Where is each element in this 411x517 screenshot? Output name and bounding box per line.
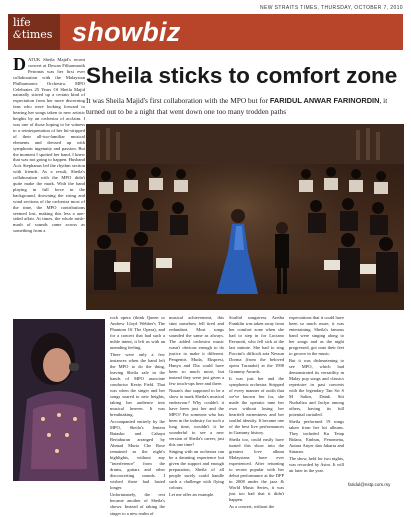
concert-photo [86,124,404,310]
orchestra-illustration [86,124,404,310]
paragraph: There were only a few instances when the band left the MPO to do the thing, leaving Sheila safe in the hands of MPO associate conductor Kevin Field. That was when the singer and her songs soared to new heights, taking her audience into musical heaven. It was breathtaking. [110,352,165,418]
paragraph: As a concert, without the [229,504,275,510]
paragraph: musical achievement, this stint somehow fell tired and redundant. Most songs sounded the same as always. The added orchestra music wasn't obvious enough to do justice to make it different. Pengemis Muda, Ekspresi, Hanya and Dia could have been so much more, but instead they were just given a few touch-ups here and there. [169,315,224,387]
paragraph: Singing with an orchestra can be a daunting experience but given the support and enough preparation, Sheila of all people surely could handle such a challenge with flying colours. [169,449,224,491]
author-email: faridul@nstp.com.my [348,482,391,487]
article-column-2 [169,315,224,498]
paragraph: The show, held for two nights, was recorded by Astro. It will air later in the year. [289,456,344,474]
standfirst-post: , it turned out to be a night that went down one too many trodden paths [86,96,388,116]
masthead-date: NEW STRAITS TIMES, THURSDAY, OCTOBER 7, 2010 [259,5,403,11]
paragraph: expectations that it could have been so much more, it was entertaining. Sheila's famous band were singing along to her songs and as the night progressed, got onto their feet to groove in the music. [289,315,344,357]
section-logo [8,14,60,50]
intro-text: ATUK Sheila Majid's recent concert at Dewan Filharmonik Petronas was her first ever collaboration with the Malaysian Philharmonic Orchestra. MPO Celebrates 25 Years Of Sheila Majid naturally stirred up a certain kind of expectation from her more discerning fans who were looking forward to hearing her songs taken to new artistic heights by an orchestra of acclaim. I was one of those hoping to be witness to a reinterpretation of her hit-stripped of their all-too-familiar musical elements and dressed up with symphonic ingenuity and passion. But the moment I spotted her band, I knew that was not going to happen. Husband Acis Stephanus led the rhythm section with friends. As a result, Sheila's collaboration with the MPO didn't quite make the mark. With the band playing in full force in the background, drowning the string and wind sections of the orchestra most of the time, the MPO contributions seemed lost, making this less a one-sided affair. At times, the whole mish-mash of sounds came across as something from a [13,57,85,234]
article-column-3 [229,315,284,510]
drop-cap: D [13,54,26,74]
headline: Sheila sticks to comfort zone [86,63,398,88]
byline: FARIDUL ANWAR FARINORDIN [269,96,380,105]
standfirst-pre: It was Sheila Majid's first collaboration with the MPO but for [86,96,270,105]
singer-closeup-illustration [13,319,105,481]
logo-line-2: times [21,28,53,41]
standfirst [86,95,404,119]
paragraph: rock opera (think Queen or Andrew Lloyd Webber's The Phantom Of The Opera), and for a concert that had such a noble intent, it left us with an unending feeling. [110,315,165,351]
intro-column [13,54,85,263]
paragraph: But it was disheartening to see MPO, which had demonstrated its versatility in Malay pop songs and classics repertoire in past concerts with the legendary Tan Sri S M Salim, Datuk Siti Nurhaliza and Jaclyn among others, having its full potential curtailed. [289,358,344,418]
paragraph: Nusan's duo supposed to be a show to mark Sheila's musical endeavour? Why couldn't it have been just her and the MPO? For someone who has been in the industry for such a long time, wouldn't it be wonderful to see a new version of Sheila's career, just this one time? [169,388,224,448]
paragraph: Sheila performed 19 songs taken from her hit albums. They included Ku Tetap Bidara, Embun, Fenomena, Antara Anyer dan Jakarta and Sinaran. [289,419,344,455]
section-title: showbiz [72,17,181,47]
paragraph: Unfortunately, the rest became another of Sheila's shows. Instead of taking the singer to a new realm of [110,492,165,516]
singer-photo [13,319,105,481]
article-column-4 [289,315,344,481]
article-column-1 [110,315,165,516]
paragraph: Soulful songstress Aretha Franklin was taken away from her comfort zone when she had to step in for Luciano Pavarotti, who fell sick at the last minute. She had to sing Puccini's difficult aria Nessun Dorma (from the beloved opera Turandot) at the 1998 Grammy Awards. [229,315,284,375]
logo-ampersand: & [13,30,22,41]
paragraph: It was just her and the symphonic orchestra. Stripped of every manner of outfit that we've known her for, she made the operatic tune her own without losing her heartfelt earnestness and her soulful identity. It became one of the best live performances in Grammy history. [229,376,284,436]
paragraph: Accompanied entirely by the MPO, Sheila's Jentera Batasku and Cahaya Bertaburan arranged by Ahmad Muriz Che Rose remained as the night's highlights, without any "interference" from the drums, guitars and other disconcerting sounds. I wished these had lasted longer. [110,419,165,491]
paragraph: Sheila too, could easily have turned this show into the greatest love album Malaysians have ever experienced. After returning to recent popular with her debut performance at the DFP in 2008 under the jazz & World Music Series, it was just too bad that it didn't happen. [229,437,284,503]
logo-line-1: life [13,16,31,29]
paragraph: Let me offer an example. [169,492,215,498]
